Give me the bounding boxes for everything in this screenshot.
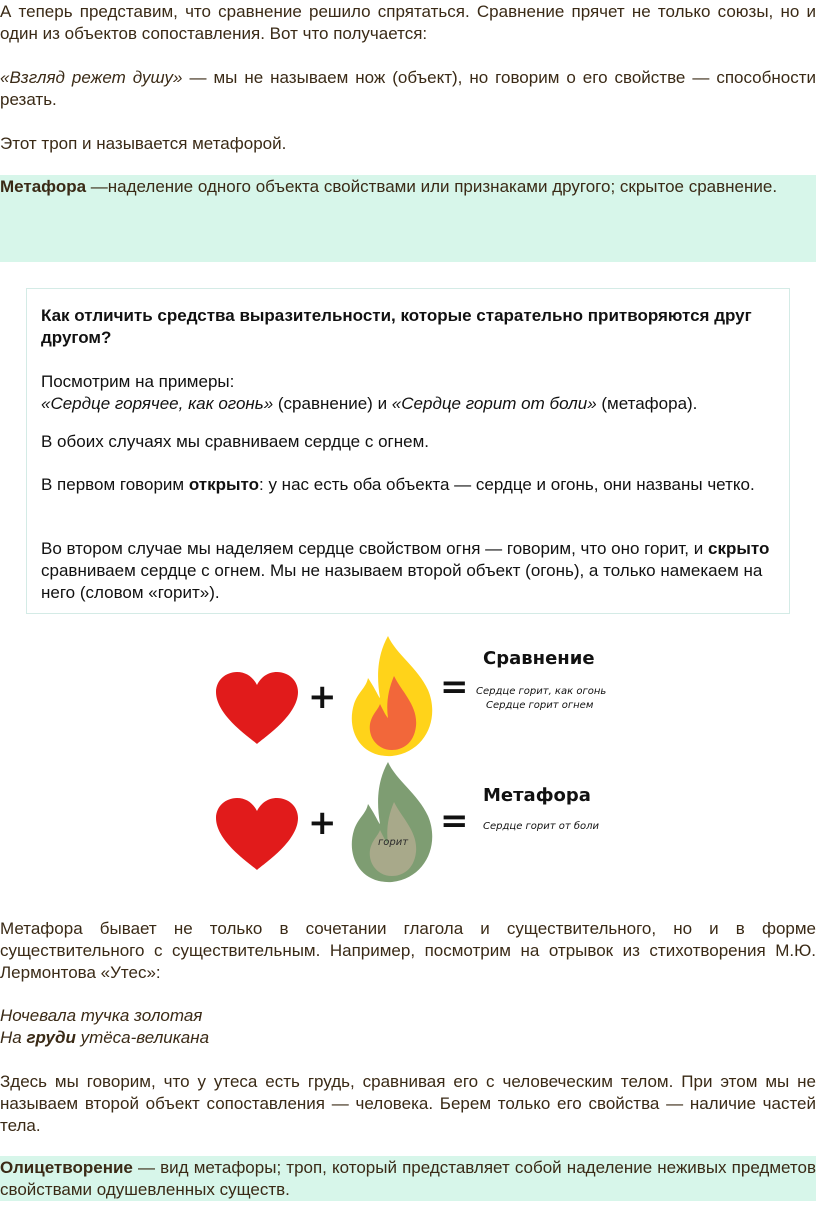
personification-definition-box	[0, 1156, 816, 1201]
metaphor-definition-text: —наделение одного объекта свойствами или признаками другого; скрытое сравнение.	[86, 177, 778, 196]
simile-title: Сравнение	[483, 648, 595, 669]
card-question: Как отличить средства выразительности, которые старательно притворяются друг другом?	[41, 306, 752, 347]
metaphor-definition-box	[0, 175, 816, 262]
example-quote: «Взгляд режет душу»	[0, 68, 183, 87]
trope-sentence: Этот троп и называется метафорой.	[0, 134, 287, 153]
verse-line-2: На груди утёса-великана	[0, 1028, 210, 1047]
simile-line-1: Сердце горит, как огонь	[476, 686, 607, 697]
metaphor-definition	[0, 175, 816, 198]
second-c: сравниваем сердце с огнем. Мы не называем второй объект (огонь), а только намекаем на него (словом «горит»).	[41, 561, 763, 602]
heart-icon	[214, 796, 300, 872]
plus-sign: +	[308, 803, 337, 843]
verse-chest-word: груди	[26, 1028, 76, 1047]
verse	[0, 1005, 816, 1049]
first-a: В первом говорим	[41, 475, 189, 494]
flame-label: горит	[378, 837, 409, 848]
verse-line-1: Ночевала тучка золотая	[0, 1006, 203, 1025]
metaphor-term: Метафора	[0, 177, 87, 196]
example-metaphor: «Сердце горит от боли»	[391, 394, 597, 413]
equals-sign: =	[440, 667, 469, 707]
personification-term: Олицетворение	[0, 1158, 133, 1177]
card-first	[41, 474, 771, 496]
examples-intro: Посмотрим на примеры:	[41, 372, 235, 391]
example-simile: «Сердце горячее, как огонь»	[41, 394, 274, 413]
flame-icon	[348, 634, 436, 758]
personification-definition-text: — вид метафоры; троп, который представляет собой наделение неживых предметов свойствами одушевленных существ.	[0, 1158, 816, 1199]
flame-muted-icon	[348, 760, 436, 884]
lermontov-explanation: Здесь мы говорим, что у утеса есть грудь, сравнивая его с человеческим телом. При этом мы не называем второй объект сопоставления — человека. Берем только его свойства — наличие частей тела.	[0, 1072, 816, 1135]
example-rest: — мы не называем нож (объект), но говорим о его свойстве — способности резать.	[0, 68, 816, 109]
example-metaphor-type: (метафора).	[596, 394, 698, 413]
intro-paragraph: А теперь представим, что сравнение решило спрятаться. Сравнение прячет не только союзы, но и один из объектов сопоставления. Вот что получается:	[0, 2, 816, 43]
card-examples	[41, 371, 771, 415]
second-hidden: скрыто	[707, 539, 770, 558]
example-paragraph	[0, 67, 816, 111]
card-second	[41, 538, 771, 604]
heart-icon	[214, 670, 300, 746]
second-a: Во втором случае мы наделяем сердце свойством огня — говорим, что оно горит, и	[41, 539, 708, 558]
metaphor-title: Метафора	[483, 785, 591, 806]
comparison-card	[26, 288, 790, 614]
simile-line-2: Сердце горит огнем	[486, 700, 594, 711]
personification-definition	[0, 1156, 816, 1201]
lermontov-intro: Метафора бывает не только в сочетании глагола и существительного, но и в форме существительного с существительным. Например, посмотрим на отрывок из стихотворения М.Ю. Лермонтова «Утес»:	[0, 919, 816, 982]
metaphor-line-1: Сердце горит от боли	[483, 821, 600, 832]
card-both: В обоих случаях мы сравниваем сердце с огнем.	[41, 432, 429, 451]
example-simile-type: (сравнение) и	[273, 394, 392, 413]
comparison-figure	[200, 630, 630, 890]
plus-sign: +	[308, 677, 337, 717]
first-open: открыто	[188, 475, 260, 494]
equals-sign: =	[440, 801, 469, 841]
first-c: : у нас есть оба объекта — сердце и огонь, они названы четко.	[259, 475, 755, 494]
